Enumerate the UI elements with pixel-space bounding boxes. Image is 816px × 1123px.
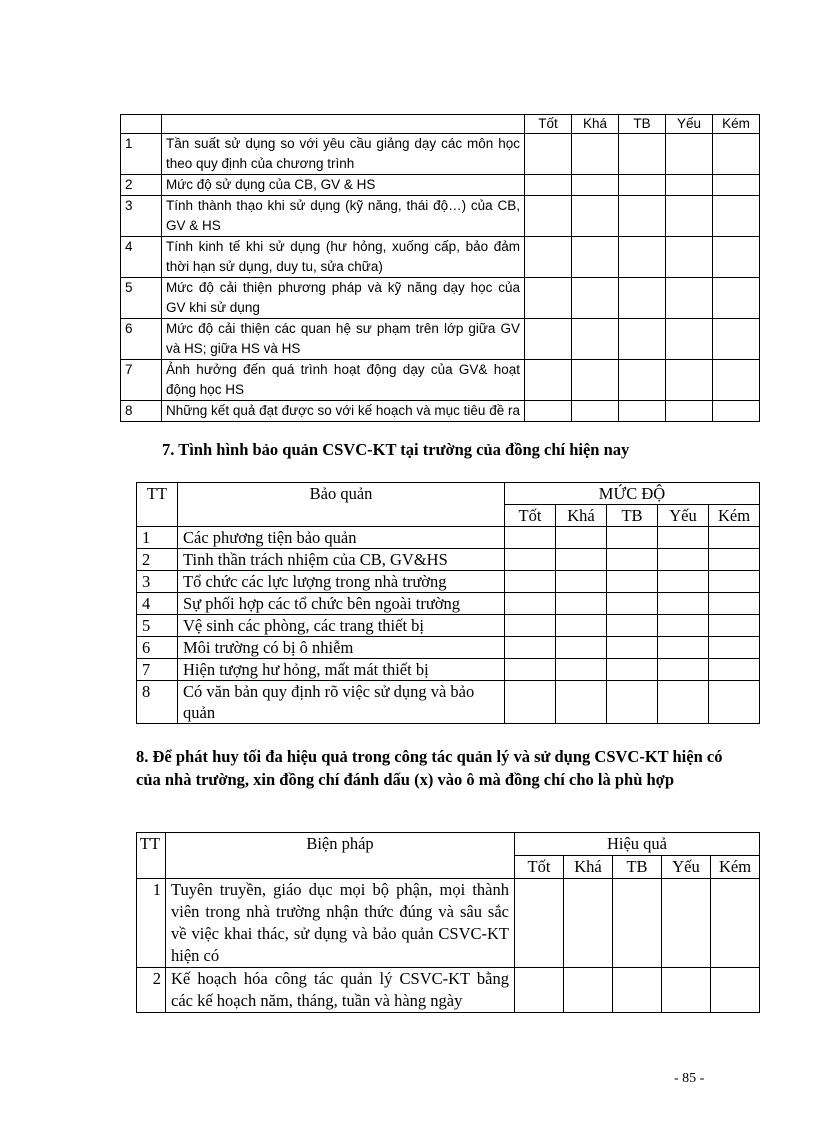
rating-cell[interactable]: [515, 879, 564, 968]
item-text: Hiện tượng hư hỏng, mất mát thiết bị: [178, 659, 505, 681]
measure-header: Biện pháp: [166, 833, 515, 879]
level-header: MỨC ĐỘ: [505, 483, 760, 505]
rating-cell[interactable]: [556, 681, 607, 724]
rating-cell[interactable]: [613, 879, 662, 968]
table-row: [121, 237, 760, 278]
row-number: 1: [137, 527, 178, 549]
rating-header: Khá: [556, 505, 607, 527]
rating-cell[interactable]: [556, 549, 607, 571]
preservation-table: [136, 482, 760, 724]
table-row: [137, 549, 760, 571]
rating-cell[interactable]: [658, 593, 709, 615]
rating-cell[interactable]: [607, 681, 658, 724]
rating-cell[interactable]: [666, 237, 713, 278]
rating-header: Kém: [711, 856, 760, 879]
rating-cell[interactable]: [619, 360, 666, 401]
row-number: 2: [121, 175, 162, 196]
rating-header: TB: [613, 856, 662, 879]
rating-cell[interactable]: [607, 571, 658, 593]
item-header: Bảo quản: [178, 483, 505, 527]
table-row: [137, 615, 760, 637]
table-row: [121, 360, 760, 401]
table-header-row: [137, 483, 760, 505]
header-cell: [162, 115, 525, 134]
usage-rating-table: [120, 114, 760, 422]
row-number: 3: [121, 196, 162, 237]
row-number: 8: [121, 401, 162, 422]
rating-cell[interactable]: [619, 401, 666, 422]
table-row: [137, 527, 760, 549]
rating-header: TB: [607, 505, 658, 527]
rating-cell[interactable]: [709, 681, 760, 724]
rating-header: TB: [619, 115, 666, 134]
rating-cell[interactable]: [505, 527, 556, 549]
section-7-title: 7. Tình hình bảo quản CSVC-KT tại trường của đồng chí hiện nay: [162, 440, 630, 459]
rating-cell[interactable]: [613, 968, 662, 1013]
criterion-text: Tính thành thạo khi sử dụng (kỹ năng, thái độ…) của CB, GV & HS: [162, 196, 525, 237]
table-row: [137, 879, 760, 968]
rating-cell[interactable]: [564, 879, 613, 968]
rating-cell[interactable]: [525, 134, 572, 175]
row-number: 4: [137, 593, 178, 615]
rating-cell[interactable]: [658, 571, 709, 593]
rating-cell[interactable]: [658, 615, 709, 637]
row-number: 5: [137, 615, 178, 637]
rating-cell[interactable]: [709, 549, 760, 571]
table-row: [121, 319, 760, 360]
row-number: 3: [137, 571, 178, 593]
measures-table: [136, 832, 760, 1013]
table-row: [121, 175, 760, 196]
rating-cell[interactable]: [607, 659, 658, 681]
rating-cell[interactable]: [607, 549, 658, 571]
row-number: 2: [137, 968, 166, 1013]
tt-header: TT: [137, 483, 178, 527]
rating-cell[interactable]: [666, 134, 713, 175]
table-row: [121, 401, 760, 422]
rating-cell[interactable]: [619, 175, 666, 196]
table-row: [121, 196, 760, 237]
rating-header: Tốt: [525, 115, 572, 134]
table-row: [137, 571, 760, 593]
rating-cell[interactable]: [572, 278, 619, 319]
rating-cell[interactable]: [709, 593, 760, 615]
row-number: 5: [121, 278, 162, 319]
criterion-text: Mức độ cải thiện phương pháp và kỹ năng dạy học của GV khi sử dụng: [162, 278, 525, 319]
section-8-title: 8. Để phát huy tối đa hiệu quả trong công tác quản lý và sử dụng CSVC-KT hiện có của nhà trường, xin đồng chí đánh dấu (x) vào ô mà đồng chí cho là phù hợp: [136, 747, 723, 789]
rating-cell[interactable]: [556, 637, 607, 659]
row-number: 7: [137, 659, 178, 681]
item-text: Môi trường có bị ô nhiễm: [178, 637, 505, 659]
rating-cell[interactable]: [556, 615, 607, 637]
row-number: 2: [137, 549, 178, 571]
rating-cell[interactable]: [564, 968, 613, 1013]
rating-cell[interactable]: [619, 319, 666, 360]
rating-cell[interactable]: [658, 527, 709, 549]
rating-header: Yếu: [658, 505, 709, 527]
rating-cell[interactable]: [525, 278, 572, 319]
effect-header: Hiệu quả: [515, 833, 760, 856]
rating-cell[interactable]: [658, 659, 709, 681]
rating-cell[interactable]: [619, 278, 666, 319]
rating-cell[interactable]: [607, 527, 658, 549]
item-text: Vệ sinh các phòng, các trang thiết bị: [178, 615, 505, 637]
rating-cell[interactable]: [713, 401, 760, 422]
rating-cell[interactable]: [711, 968, 760, 1013]
row-number: 1: [121, 134, 162, 175]
rating-cell[interactable]: [666, 196, 713, 237]
rating-cell[interactable]: [619, 196, 666, 237]
rating-cell[interactable]: [662, 879, 711, 968]
rating-header: Kém: [713, 115, 760, 134]
rating-header: Tốt: [515, 856, 564, 879]
measure-text: Kế hoạch hóa công tác quản lý CSVC-KT bằng các kế hoạch năm, tháng, tuần và hàng ngày: [166, 968, 515, 1013]
table-row: [121, 134, 760, 175]
rating-cell[interactable]: [713, 196, 760, 237]
rating-cell[interactable]: [666, 175, 713, 196]
rating-cell[interactable]: [666, 278, 713, 319]
tt-header: TT: [137, 833, 166, 879]
table-header-row: [121, 115, 760, 134]
rating-cell[interactable]: [662, 968, 711, 1013]
item-text: Có văn bản quy định rõ việc sử dụng và bảo quản: [178, 681, 505, 724]
rating-cell[interactable]: [556, 527, 607, 549]
rating-cell[interactable]: [709, 527, 760, 549]
rating-cell[interactable]: [572, 401, 619, 422]
rating-cell[interactable]: [525, 237, 572, 278]
rating-cell[interactable]: [505, 593, 556, 615]
row-number: 8: [137, 681, 178, 724]
table-row: [137, 593, 760, 615]
rating-cell[interactable]: [525, 319, 572, 360]
rating-cell[interactable]: [713, 134, 760, 175]
rating-cell[interactable]: [711, 879, 760, 968]
rating-cell[interactable]: [505, 571, 556, 593]
criterion-text: Những kết quả đạt được so với kế hoạch và mục tiêu đề ra: [162, 401, 525, 422]
rating-header: Yếu: [662, 856, 711, 879]
item-text: Các phương tiện bảo quản: [178, 527, 505, 549]
rating-cell[interactable]: [607, 615, 658, 637]
criterion-text: Tính kinh tế khi sử dụng (hư hỏng, xuống cấp, bảo đảm thời hạn sử dụng, duy tu, sửa chữa): [162, 237, 525, 278]
rating-cell[interactable]: [505, 615, 556, 637]
row-number: 6: [137, 637, 178, 659]
rating-cell[interactable]: [505, 637, 556, 659]
rating-cell[interactable]: [572, 319, 619, 360]
rating-cell[interactable]: [709, 659, 760, 681]
rating-cell[interactable]: [709, 637, 760, 659]
rating-cell[interactable]: [713, 175, 760, 196]
criterion-text: Mức độ sử dụng của CB, GV & HS: [162, 175, 525, 196]
rating-cell[interactable]: [556, 659, 607, 681]
rating-cell[interactable]: [505, 549, 556, 571]
rating-cell[interactable]: [607, 593, 658, 615]
rating-cell[interactable]: [658, 637, 709, 659]
item-text: Sự phối hợp các tổ chức bên ngoài trường: [178, 593, 505, 615]
page-number: - 85 -: [674, 1071, 705, 1086]
rating-cell[interactable]: [607, 637, 658, 659]
rating-cell[interactable]: [666, 319, 713, 360]
rating-cell[interactable]: [713, 237, 760, 278]
rating-cell[interactable]: [572, 360, 619, 401]
table-header-row: [137, 833, 760, 856]
rating-header: Yếu: [666, 115, 713, 134]
header-cell: [121, 115, 162, 134]
rating-header: Kém: [709, 505, 760, 527]
rating-cell[interactable]: [505, 681, 556, 724]
rating-cell[interactable]: [713, 360, 760, 401]
row-number: 1: [137, 879, 166, 968]
rating-cell[interactable]: [556, 571, 607, 593]
rating-cell[interactable]: [619, 134, 666, 175]
rating-cell[interactable]: [666, 401, 713, 422]
rating-cell[interactable]: [525, 196, 572, 237]
rating-cell[interactable]: [556, 593, 607, 615]
table-row: [137, 968, 760, 1013]
table-row: [137, 659, 760, 681]
rating-cell[interactable]: [572, 237, 619, 278]
measure-text: Tuyên truyền, giáo dục mọi bộ phận, mọi thành viên trong nhà trường nhận thức đúng và sâu sắc về việc khai thác, sử dụng và bảo quản CSVC-KT hiện có: [166, 879, 515, 968]
rating-cell[interactable]: [658, 681, 709, 724]
rating-cell[interactable]: [515, 968, 564, 1013]
rating-cell[interactable]: [658, 549, 709, 571]
rating-cell[interactable]: [713, 278, 760, 319]
rating-header: Khá: [572, 115, 619, 134]
rating-cell[interactable]: [666, 360, 713, 401]
rating-cell[interactable]: [572, 196, 619, 237]
rating-cell[interactable]: [572, 175, 619, 196]
criterion-text: Tần suất sử dụng so với yêu cầu giảng dạy các môn học theo quy định của chương trình: [162, 134, 525, 175]
rating-cell[interactable]: [525, 401, 572, 422]
criterion-text: Mức độ cải thiện các quan hệ sư phạm trên lớp giữa GV và HS; giữa HS và HS: [162, 319, 525, 360]
rating-header: Tốt: [505, 505, 556, 527]
rating-cell[interactable]: [709, 571, 760, 593]
rating-cell[interactable]: [713, 319, 760, 360]
item-text: Tổ chức các lực lượng trong nhà trường: [178, 571, 505, 593]
row-number: 4: [121, 237, 162, 278]
rating-cell[interactable]: [619, 237, 666, 278]
row-number: 7: [121, 360, 162, 401]
row-number: 6: [121, 319, 162, 360]
rating-cell[interactable]: [525, 175, 572, 196]
item-text: Tinh thần trách nhiệm của CB, GV&HS: [178, 549, 505, 571]
criterion-text: Ảnh hưởng đến quá trình hoạt động dạy của GV& hoạt động học HS: [162, 360, 525, 401]
table-row: [137, 637, 760, 659]
table-row: [121, 278, 760, 319]
rating-cell[interactable]: [505, 659, 556, 681]
table-row: [137, 681, 760, 724]
rating-header: Khá: [564, 856, 613, 879]
rating-cell[interactable]: [525, 360, 572, 401]
rating-cell[interactable]: [572, 134, 619, 175]
rating-cell[interactable]: [709, 615, 760, 637]
